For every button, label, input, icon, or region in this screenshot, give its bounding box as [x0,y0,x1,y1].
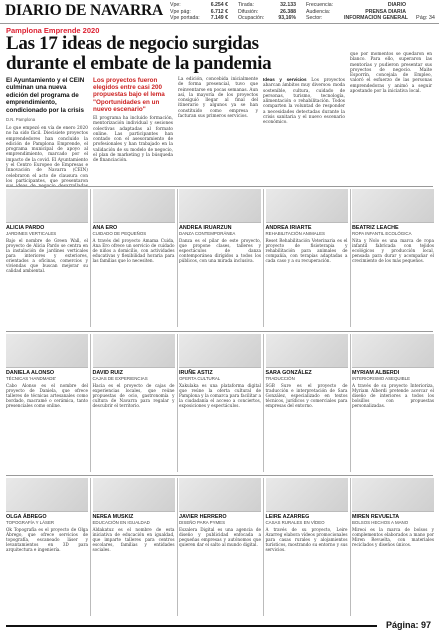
profile-name: BEATRIZ LEACHE [352,225,399,231]
profile-card [266,478,348,618]
profile-role: CAJAS DE EXPERIENCIAS [92,376,148,381]
profile-photo [266,478,348,512]
profile-card [352,189,434,329]
profile-role: INTERIORISMO ASEQUIBLE [352,376,411,381]
profile-name: NEREA MUSKIZ [92,514,134,520]
intro-column: La edición, concebida inicialmente de forma presencial, tuvo que reinventarse en pocas semanas. Aun así, la mayoría de los proyectos consiguió llegar al final del itinerario y algunos ya se han constituido como empresa y facturan sus primeros servicios. [178,77,258,120]
profile-role: DANZA CONTEMPORÁNEA [179,231,236,236]
stats-row: Audiencia: PRENSA DIARIA [306,8,406,15]
profile-photo [6,478,88,512]
profile-body: Nita y Nolo es una marca de ropa infantil fabricada con tejidos ecológicos y producción local, pensada para durar y acompañar el crecimiento de los más pequeños. [352,237,434,264]
stats-row: Difusión: 26.388 [238,8,296,15]
column-divider [177,334,178,472]
headline: Las 17 ideas de negocio surgidas durante el embate de la pandemia [6,33,272,74]
section-title: Pamplona Emprende 2020 [6,26,100,35]
profile-photo [266,189,348,223]
intro-column: El programa ha incluido formación, mentorización individual y sesiones colectivas adaptadas al formato online. Las participantes han contado con el asesoramiento de profesionales y han trabajado en la validación de su modelo de negocio, el plan de marketing y la búsqueda de financiación. [93,116,173,164]
profile-photo [179,189,261,223]
column-divider [177,189,178,327]
row-divider [6,475,433,476]
profile-role: DISEÑO PARA PYMES [179,520,226,525]
intro-column [263,77,345,183]
profile-role: CASAS RURALES EN VÍDEO [265,520,325,525]
profile-photo [93,189,175,223]
column-divider [177,478,178,616]
stats-row: Vpe portada: 7.149 € [170,15,228,22]
profile-role: OFERTA CULTURAL [179,376,221,381]
profile-photo [93,478,175,512]
stats-right [306,2,406,22]
lead-summary: El Ayuntamiento y el CEIN culminan una nueva edición del programa de emprendimiento, condicionado por la crisis [6,77,85,114]
footer-rule [6,625,377,627]
profile-card [6,334,88,474]
profile-role: ROPA INFANTIL ECOLÓGICA [352,231,412,236]
profile-card [179,189,261,329]
column-divider [90,478,91,616]
page-tag: Pág: 34 [416,15,435,21]
profile-name: DAVID RUIZ [92,370,123,376]
profile-name: IRUÑE ASTIZ [179,370,213,376]
profile-card [6,478,88,618]
profile-photo [6,189,88,223]
profile-role: TOPOGRAFÍA Y LÁSER [6,520,55,525]
profile-role: REHABILITACIÓN ANIMALES [265,231,325,236]
profile-role: TRADUCCIÓN [265,376,295,381]
profile-body: Cabo Alonso es el nombre del proyecto de Daniela, que ofrece talleres de técnicas artesanales como bordado, macramé o cerámica, tanto presenciales como online. [6,382,88,409]
intro-column-text: Los proyectos abarcan ámbitos muy diversos: moda sostenible, cultura, cuidado de personas, turismo, tecnología, alimentación o rehabilitación. Todos comparten la voluntad de responder a necesidades detectadas durante la crisis sanitaria y el nuevo escenario económico. [263,78,345,126]
profile-card [93,189,175,329]
profile-photo [179,478,261,512]
profile-card [179,478,261,618]
profile-name: MIREN REVUELTA [352,514,400,520]
byline: D.N. Pamplona [6,117,36,122]
profile-card [352,334,434,474]
profile-body: Bajo el nombre de Green Wall, el proyecto de Alicia Pardo se centra en la instalación de jardines verticales para interiores y exteriores, orientados a oficinas, comercios y viviendas que buscan mejorar su calidad ambiental. [6,237,88,274]
profile-role: JARDINES VERTICALES [6,231,57,236]
profile-photo [352,334,434,368]
profile-body: A través del proyecto Amama Cuida, Ana Ero ofrece un servicio de cuidado de niños a domicilio, con actividades educativas y flexibilidad horaria para las familias que lo necesiten. [92,237,175,264]
footer [0,620,439,632]
kicker-highlight: Los proyectos fueron elegidos entre casi 200 propuestas bajo el lema "Oportunidades en un nuevo escenario" [93,77,165,113]
profile-name: MYRIAM ALBERDI [352,370,400,376]
profile-body: Xakulaka es una plataforma digital que reúne la oferta cultural de Pamplona y la comarca para facilitar a la ciudadanía el acceso a conciertos, exposiciones y espectáculos. [179,382,261,409]
subhead: Ideas y servicios [263,77,307,82]
stats-row: Ocupación: 93,16% [238,15,296,22]
profile-body: A través de su proyecto, Leire Azarreg elabora vídeos promocionales para casas rurales y alojamientos turísticos, mostrando su entorno y sus servicios. [265,526,348,553]
column-divider [350,334,351,472]
profile-body: Hacia es el proyecto de cajas de experiencias locales, que reúne propuestas de ocio, gastronomía y cultura de Navarra para regalar y descubrir el territorio. [92,382,175,409]
stats-row: Frecuencia: DIARIO [306,2,406,8]
profile-body: Danza es el pilar de este proyecto, que propone clases, talleres y espectáculos de danza contemporánea dirigidos a todos los públicos, con una mirada inclusiva. [179,237,261,264]
profile-photo [266,334,348,368]
profile-card [6,189,88,329]
stats-row: Sector: INFORMACION GENERAL [306,15,408,22]
profile-role: EDUCACIÓN EN IGUALDAD [92,520,150,525]
column-divider [90,334,91,472]
stats-mid [238,2,296,22]
column-divider [263,189,264,327]
profile-body: Aldakatuz es el nombre de esta iniciativa de educación en igualdad, que imparte talleres para centros escolares, familias y entidades sociales. [92,526,175,553]
page-number: Página: 97 [385,620,431,630]
profile-photo [93,334,175,368]
column-divider [90,189,91,327]
profile-name: ALICIA PARDO [6,225,45,231]
profile-body: Mireoi es la marca de bolsos y complementos elaborados a mano por Miren Revuelta, con materiales reciclados y diseños únicos. [352,526,434,547]
profile-photo [352,189,434,223]
profile-name: ANA ERO [92,225,118,231]
stats-row: Vpe pág: 6.712 € [170,8,228,15]
profile-photo [179,334,261,368]
profile-body: SGB Sure es el proyecto de traducción e interpretación de Sara González, especializado en textos técnicos, jurídicos y comerciales para empresas del entorno. [265,382,348,409]
profile-photo [352,478,434,512]
profile-name: DANIELA ALONSO [6,370,55,376]
row-divider [6,331,433,332]
column-divider [350,478,351,616]
profile-name: OLGA ÁBREGO [6,514,47,520]
profile-card [93,334,175,474]
masthead [0,0,439,24]
profile-role: BOLSOS HECHOS A MANO [352,520,409,525]
intro-column: Lo que empezó en vía de enero 2020 no ha sido fácil. Diecisiete proyectos emprendedores han concluido la edición de Pamplona Emprende, el programa municipal de apoyo al emprendimiento, marcado por el impacto de la covid. El Ayuntamiento y el Centro Europeo de Empresas e Innovación de Navarra (CEIN) celebraron el acto de clausura con los participantes, que presentaron sus ideas de negocio desarrolladas [6,126,88,190]
column-divider [263,334,264,472]
intro-column: que por momentos se quedaron en blanco. Para ello, superaron las mentorías y pudieron presentar sus proyectos de negocio. Maite Esporrín, concejala de Empleo, valoró el esfuerzo de las personas emprendedoras y animó a seguir apostando por la iniciativa local. [350,52,432,95]
profile-card [352,478,434,618]
stats-row: Vpe: 6.254 € [170,2,228,8]
column-divider [350,189,351,327]
profile-body: Ok Topografía es el proyecto de Olga Ábrego, que ofrece servicios de topografía, escaneado láser y levantamientos en 3D para arquitectura e ingeniería. [6,526,88,553]
profile-role: TÉCNICAS 'HANDMADE' [6,376,57,381]
divider [6,186,433,187]
profile-name: SARA GONZÁLEZ [265,370,312,376]
profile-name: JAVIER HERRERO [179,514,227,520]
profile-body: Reset Rehabilitación Veterinaria es el proyecto de fisioterapia y rehabilitación para animales de compañía, con terapias adaptadas a cada caso y a su recuperación. [265,237,348,264]
column-divider [263,478,264,616]
profile-body: Eszalera Digital es una agencia de diseño y publicidad enfocada a pequeñas empresas y autónomos que quieren dar el salto al mundo digital. [179,526,261,547]
profile-body: A través de su proyecto Interioriza, Myriam Alberdi pretende acercar el diseño de interiores a todos los bolsillos con propuestas personalizadas. [352,382,434,409]
profile-role: CUIDADO DE PEQUEÑOS [92,231,147,236]
profile-name: LEIRE AZARREG [265,514,310,520]
profile-card [179,334,261,474]
profile-card [93,478,175,618]
stats-left [170,2,228,22]
profile-name: ANDREA IRIARTE [265,225,312,231]
profile-name: ANDREA IRUARZUN [179,225,232,231]
profile-card [266,334,348,474]
newspaper-logo: DIARIO DE NAVARRA [5,2,163,19]
profile-card [266,189,348,329]
stats-row: Tirada: 32.133 [238,2,296,8]
profile-photo [6,334,88,368]
